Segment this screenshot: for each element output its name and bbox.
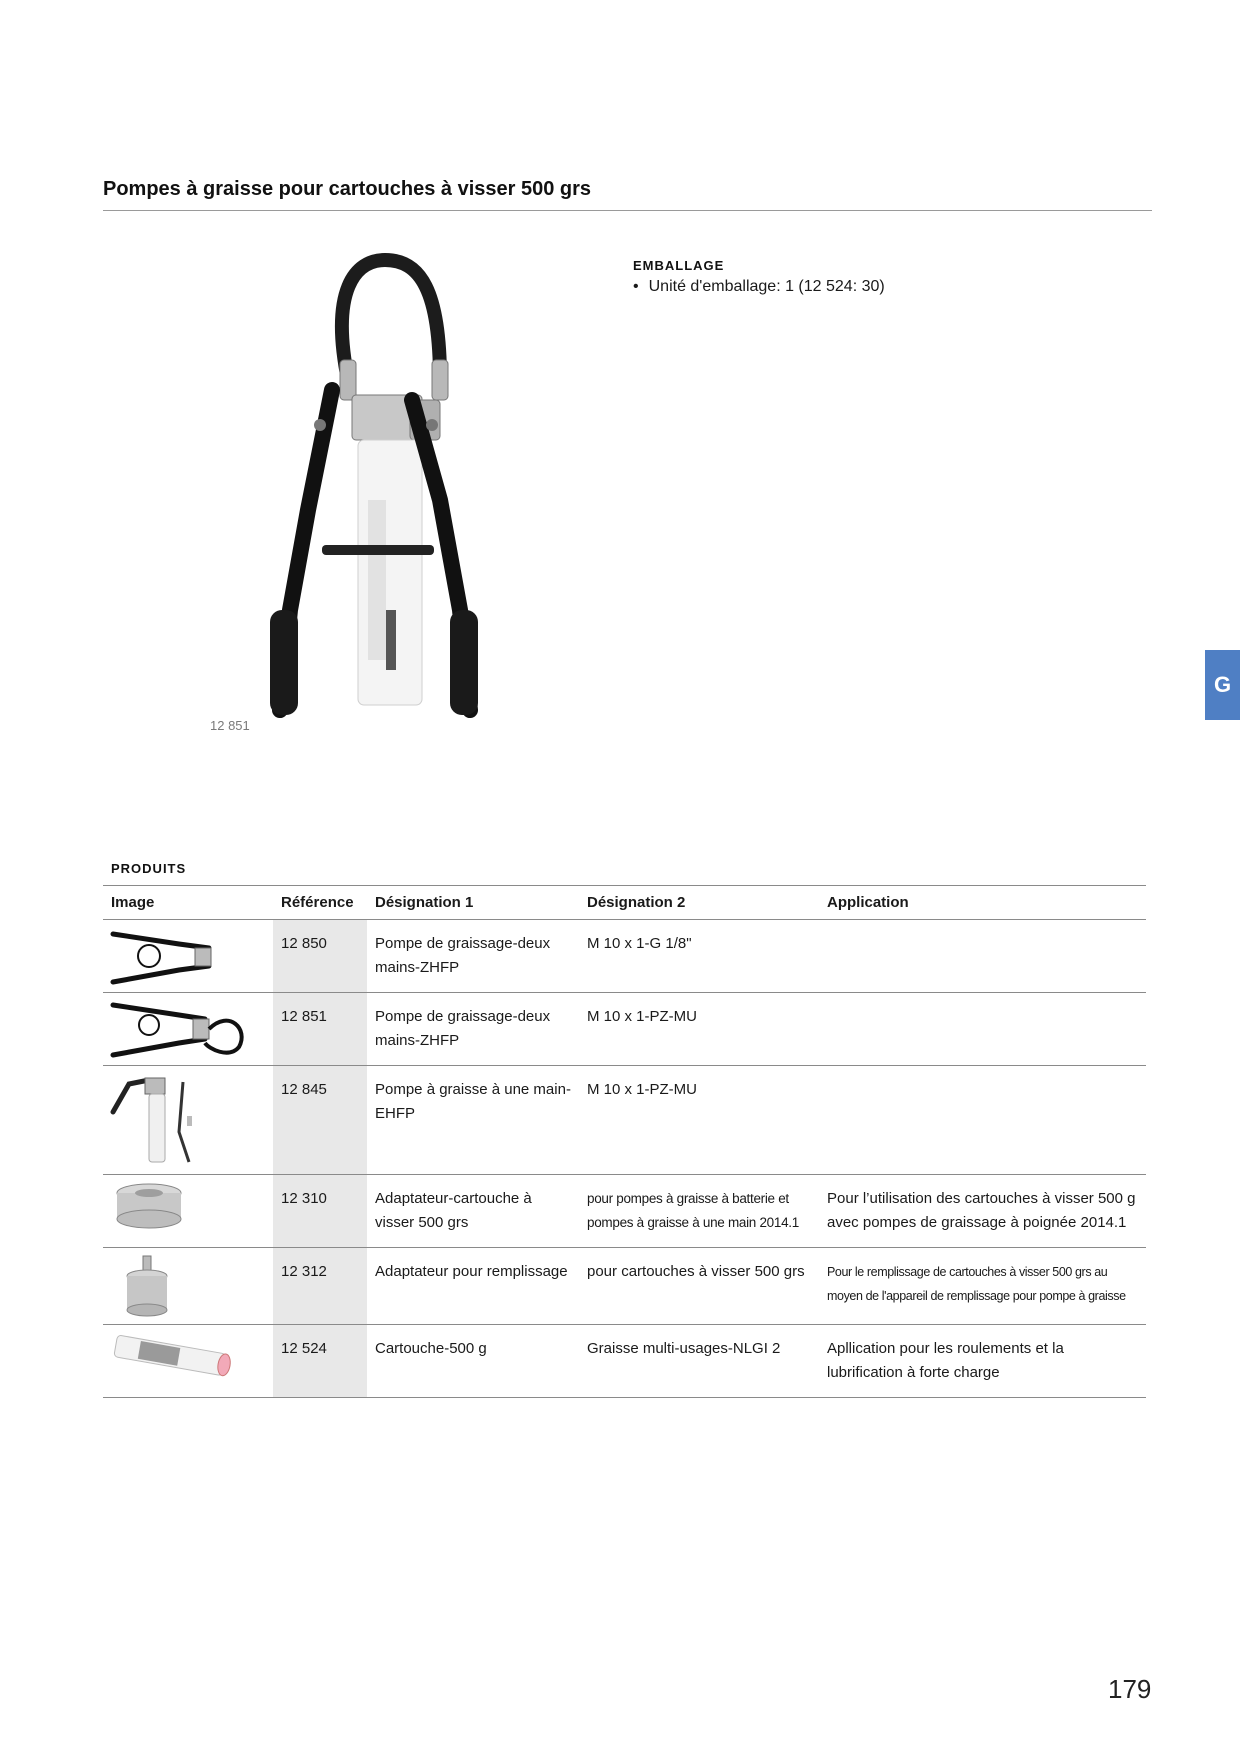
hero-product-image <box>260 250 500 730</box>
section-tab[interactable]: G <box>1205 650 1240 720</box>
table-header-row <box>103 886 1146 920</box>
product-designation2: M 10 x 1-PZ-MU <box>579 993 819 1066</box>
page-number: 179 <box>1108 1674 1152 1704</box>
product-designation1: Pompe à graisse à une main-EHFP <box>367 1066 579 1175</box>
column-header-designation1: Désignation 1 <box>367 886 579 920</box>
product-reference: 12 851 <box>273 993 367 1066</box>
product-designation1: Cartouche-500 g <box>367 1325 579 1398</box>
product-application: Pour l’utilisation des cartouches à visser 500 g avec pompes de graissage à poignée 2014.1 <box>819 1175 1146 1248</box>
product-image-cell <box>103 1175 273 1248</box>
column-header-designation2: Désignation 2 <box>579 886 819 920</box>
product-image-cell <box>103 1325 273 1398</box>
table-row <box>103 1175 1146 1248</box>
packaging-list <box>633 278 885 296</box>
cartridge-adapter-icon <box>109 1181 189 1233</box>
table-row <box>103 1325 1146 1398</box>
product-application <box>819 993 1146 1066</box>
product-designation2: M 10 x 1-PZ-MU <box>579 1066 819 1175</box>
packaging-heading: EMBALLAGE <box>633 258 725 273</box>
product-image-cell <box>103 993 273 1066</box>
table-row <box>103 1248 1146 1325</box>
product-designation2: pour pompes à graisse à batterie et pompes à graisse à une main 2014.1 <box>579 1175 819 1248</box>
product-designation1: Pompe de graissage-deux mains-ZHFP <box>367 920 579 993</box>
product-designation1: Pompe de graissage-deux mains-ZHFP <box>367 993 579 1066</box>
product-designation2: M 10 x 1-G 1/8" <box>579 920 819 993</box>
table-row <box>103 993 1146 1066</box>
table-row <box>103 1066 1146 1175</box>
product-image-cell <box>103 920 273 993</box>
product-image-cell <box>103 1066 273 1175</box>
product-designation2: pour cartouches à visser 500 grs <box>579 1248 819 1325</box>
product-application <box>819 920 1146 993</box>
product-designation2: Graisse multi-usages-NLGI 2 <box>579 1325 819 1398</box>
two-hand-grease-pump-icon <box>109 926 219 986</box>
product-application: Apllication pour les roulements et la lubrification à forte charge <box>819 1325 1146 1398</box>
column-header-image: Image <box>103 886 273 920</box>
one-hand-grease-pump-icon <box>109 1072 199 1168</box>
grease-cartridge-icon <box>109 1331 239 1379</box>
title-divider <box>103 210 1152 211</box>
packaging-item: • Unité d'emballage: 1 (12 524: 30) <box>633 278 885 296</box>
products-heading: PRODUITS <box>111 861 187 876</box>
product-reference: 12 845 <box>273 1066 367 1175</box>
product-image-cell <box>103 1248 273 1325</box>
product-reference: 12 312 <box>273 1248 367 1325</box>
product-reference: 12 310 <box>273 1175 367 1248</box>
product-designation1: Adaptateur pour remplissage <box>367 1248 579 1325</box>
column-header-reference: Référence <box>273 886 367 920</box>
page-title: Pompes à graisse pour cartouches à visser 500 grs <box>103 178 592 200</box>
column-header-application: Application <box>819 886 1146 920</box>
product-application <box>819 1066 1146 1175</box>
product-reference: 12 524 <box>273 1325 367 1398</box>
product-designation1: Adaptateur-cartouche à visser 500 grs <box>367 1175 579 1248</box>
two-hand-grease-pump-icon <box>260 250 500 730</box>
two-hand-grease-pump-with-hose-icon <box>109 999 249 1059</box>
products-table <box>103 885 1146 1398</box>
product-application: Pour le remplissage de cartouches à visser 500 grs au moyen de l'appareil de remplissage pour pompe à graisse <box>819 1248 1146 1325</box>
table-row <box>103 920 1146 993</box>
filling-adapter-icon <box>109 1254 189 1318</box>
product-reference: 12 850 <box>273 920 367 993</box>
hero-caption: 12 851 <box>210 718 250 733</box>
